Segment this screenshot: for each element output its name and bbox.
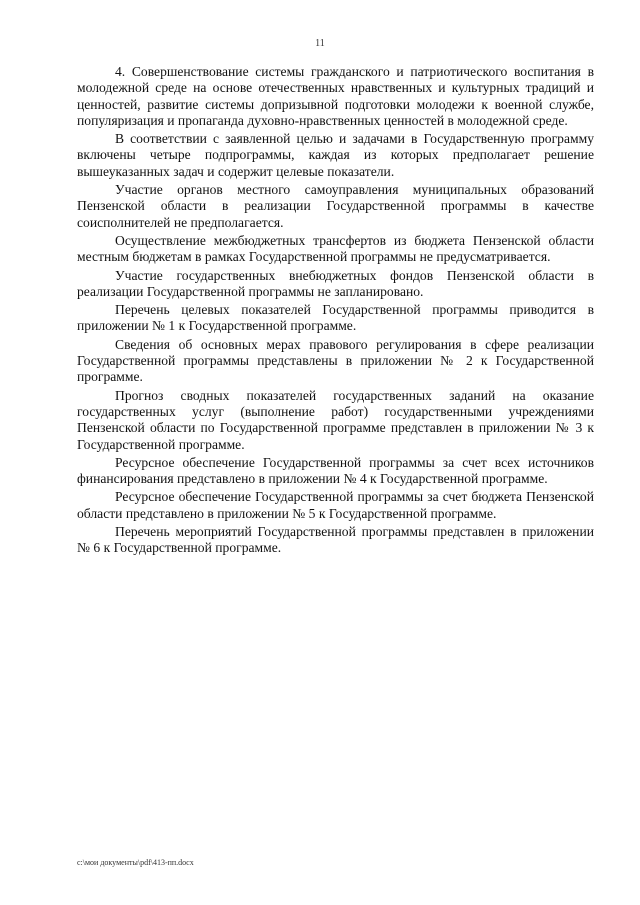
paragraph: Ресурсное обеспечение Государственной программы за счет бюджета Пензенской области представлено в приложении № 5 к Государственной программе.	[77, 489, 594, 521]
paragraph: Перечень целевых показателей Государственной программы приводится в приложении № 1 к Государственной программе.	[77, 302, 594, 334]
document-body	[77, 64, 594, 559]
paragraph: Прогноз сводных показателей государственных заданий на оказание государственных услуг (выполнение работ) государственными учреждениями Пензенской области по Государственной программе представлен в приложении № 3 к Государственной программе.	[77, 387, 594, 452]
paragraph: Участие органов местного самоуправления муниципальных образований Пензенской области в реализации Государственной программы в качестве соисполнителей не предполагается.	[77, 182, 594, 230]
paragraph: В соответствии с заявленной целью и задачами в Государственную программу включены четыре подпрограммы, каждая из которых предполагает решение вышеуказанных задач и содержит целевые показатели.	[77, 131, 594, 179]
footer-file-path: c:\мои документы\pdf\413-пп.docx	[77, 858, 194, 867]
paragraph: Перечень мероприятий Государственной программы представлен в приложении № 6 к Государственной программе.	[77, 524, 594, 556]
paragraph: Участие государственных внебюджетных фондов Пензенской области в реализации Государственной программы не запланировано.	[77, 267, 594, 299]
paragraph: Ресурсное обеспечение Государственной программы за счет всех источников финансирования представлено в приложении № 4 к Государственной программе.	[77, 454, 594, 487]
paragraph: Сведения об основных мерах правового регулирования в сфере реализации Государственной программы представлены в приложении № 2 к Государственной программе.	[77, 336, 594, 385]
paragraph: Осуществление межбюджетных трансфертов из бюджета Пензенской области местным бюджетам в рамках Государственной программы не предусматривается.	[77, 232, 594, 265]
paragraph: 4. Совершенствование системы гражданского и патриотического воспитания в молодежной среде на основе отечественных нравственных и культурных традиций и ценностей, развитие системы допризывной подготовки молодежи к военной службе, популяризация и пропаганда духовно-нравственных ценностей в молодежной среде.	[77, 64, 594, 128]
page-number: 11	[315, 38, 325, 49]
